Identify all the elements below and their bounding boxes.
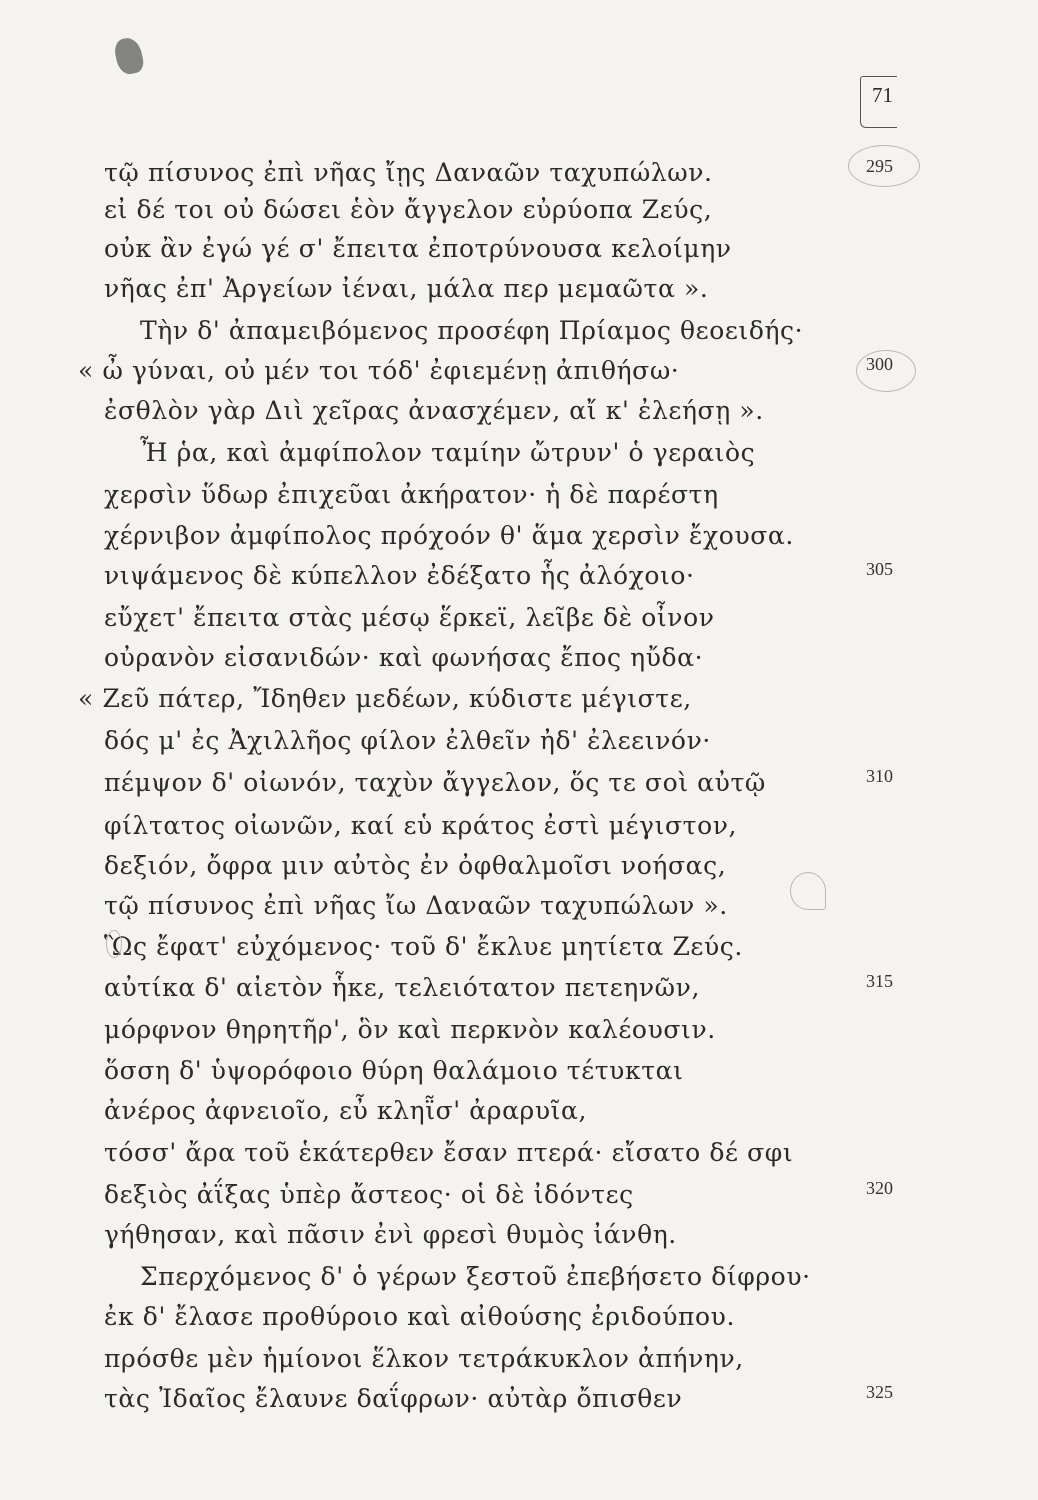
pencil-loop-mark	[106, 930, 122, 958]
verse-line: γήθησαν, καὶ πᾶσιν ἐνὶ φρεσὶ θυμὸς ἰάνθη.	[104, 1220, 677, 1249]
verse-line: Ὣς ἔφατ' εὐχόμενος· τοῦ δ' ἔκλυε μητίετα Ζεύς.	[104, 932, 743, 961]
verse-line: πέμψον δ' οἰωνόν, ταχὺν ἄγγελον, ὅς τε σοὶ αὐτῷ	[104, 768, 766, 797]
verse-line: Ἦ ῥα, καὶ ἀμφίπολον ταμίην ὤτρυν' ὁ γεραιὸς	[140, 438, 756, 467]
verse-line: οὐρανὸν εἰσανιδών· καὶ φωνήσας ἔπος ηὔδα·	[104, 643, 704, 672]
verse-line: Τὴν δ' ἀπαμειβόμενος προσέφη Πρίαμος θεοειδής·	[140, 316, 804, 345]
verse-line: οὐκ ἂν ἐγώ γέ σ' ἔπειτα ἐποτρύνουσα κελοίμην	[104, 234, 732, 263]
verse-line: χερσὶν ὕδωρ ἐπιχεῦαι ἀκήρατον· ἡ δὲ παρέστη	[104, 480, 719, 509]
line-number: 295	[866, 156, 893, 176]
line-number: 320	[866, 1178, 893, 1198]
verse-line: « Ζεῦ πάτερ, Ἴδηθεν μεδέων, κύδιστε μέγιστε,	[78, 684, 692, 713]
verse-line: αὐτίκα δ' αἰετὸν ἧκε, τελειότατον πετεηνῶν,	[104, 973, 700, 1002]
verse-line: εἰ δέ τοι οὐ δώσει ἑὸν ἄγγελον εὐρύοπα Ζεύς,	[104, 195, 713, 224]
verse-line: δός μ' ἐς Ἀχιλλῆος φίλον ἐλθεῖν ἠδ' ἐλεεινόν·	[104, 726, 711, 755]
verse-line: χέρνιβον ἀμφίπολος πρόχοόν θ' ἅμα χερσὶν ἔχουσα.	[104, 521, 794, 550]
verse-line: φίλτατος οἰωνῶν, καί εὑ κράτος ἐστὶ μέγιστον,	[104, 811, 738, 840]
verse-line: πρόσθε μὲν ἡμίονοι ἕλκον τετράκυκλον ἀπήνην,	[104, 1344, 744, 1373]
line-number: 325	[866, 1382, 893, 1402]
verse-line: « ὦ γύναι, οὐ μέν τοι τόδ' ἐφιεμένῃ ἀπιθήσω·	[78, 356, 680, 385]
pencil-circle-mark	[848, 145, 920, 187]
line-number: 310	[866, 766, 893, 786]
verse-line: τῷ πίσυνος ἐπὶ νῆας ἴω Δαναῶν ταχυπώλων ».	[104, 891, 728, 920]
verse-line: ἐκ δ' ἔλασε προθύροιο καὶ αἰθούσης ἐριδούπου.	[104, 1302, 736, 1331]
verse-line: ἐσθλὸν γὰρ Διὶ χεῖρας ἀνασχέμεν, αἴ κ' ἐλεήσῃ ».	[104, 396, 764, 425]
pencil-curl-mark	[790, 872, 826, 910]
verse-line: εὔχετ' ἔπειτα στὰς μέσῳ ἕρκεϊ, λεῖβε δὲ οἶνον	[104, 603, 715, 632]
verse-line: τῷ πίσυνος ἐπὶ νῆας ἴῃς Δαναῶν ταχυπώλων.	[104, 158, 713, 187]
verse-line: νῆας ἐπ' Ἀργείων ἰέναι, μάλα περ μεμαῶτα ».	[104, 274, 709, 303]
line-number: 305	[866, 559, 893, 579]
line-number: 300	[866, 354, 893, 374]
pencil-circle-mark	[856, 350, 916, 392]
verse-line: τόσσ' ἄρα τοῦ ἑκάτερθεν ἔσαν πτερά· εἴσατο δέ σφι	[104, 1138, 794, 1167]
verse-line: μόρφνον θηρητῆρ', ὃν καὶ περκνὸν καλέουσιν.	[104, 1015, 716, 1044]
line-number: 315	[866, 971, 893, 991]
page-number: 71	[872, 83, 893, 107]
verse-line: δεξιόν, ὄφρα μιν αὐτὸς ἐν ὀφθαλμοῖσι νοήσας,	[104, 851, 727, 880]
verse-line: νιψάμενος δὲ κύπελλον ἐδέξατο ἧς ἀλόχοιο·	[104, 561, 695, 590]
verse-line: Σπερχόμενος δ' ὁ γέρων ξεστοῦ ἐπεβήσετο δίφρου·	[140, 1262, 811, 1291]
ink-smudge	[113, 36, 146, 77]
verse-line: ὅσση δ' ὑψορόφοιο θύρη θαλάμοιο τέτυκται	[104, 1056, 684, 1085]
verse-line: ἀνέρος ἀφνειοῖο, εὖ κληῗσ' ἀραρυῖα,	[104, 1096, 588, 1125]
verse-line: τὰς Ἰδαῖος ἔλαυνε δαΐφρων· αὐτὰρ ὄπισθεν	[104, 1384, 683, 1413]
verse-line: δεξιὸς ἀΐξας ὑπὲρ ἄστεος· οἱ δὲ ἰδόντες	[104, 1180, 634, 1209]
